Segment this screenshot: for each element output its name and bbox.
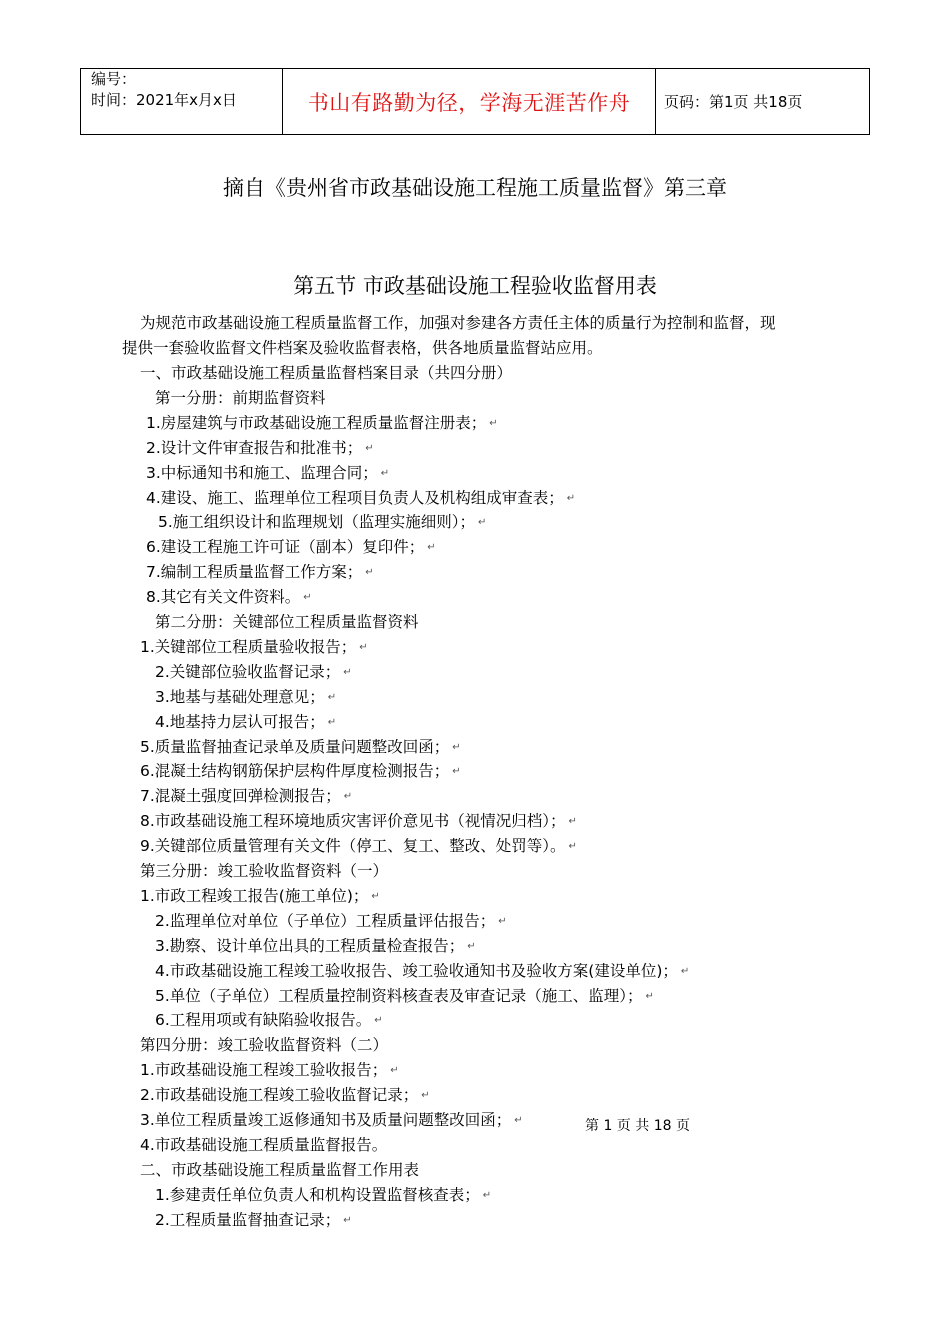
list-item	[140, 834, 577, 856]
list-item	[140, 1133, 387, 1155]
paragraph-mark-icon: ↵	[303, 592, 312, 604]
list-item	[155, 685, 336, 707]
paragraph-mark-icon: ↵	[645, 990, 654, 1002]
list-item-text: 3.中标通知书和施工、监理合同；	[146, 463, 378, 482]
list-item	[146, 486, 575, 508]
document-title: 摘自《贵州省市政基础设施工程施工质量监督》第三章	[223, 176, 727, 200]
list-item	[140, 1083, 430, 1105]
paragraph-mark-icon: ↵	[498, 915, 507, 927]
list-item	[140, 361, 512, 383]
paragraph-mark-icon: ↵	[427, 542, 436, 554]
list-item	[140, 1033, 388, 1055]
list-item-text: 9.关键部位质量管理有关文件（停工、复工、整改、处罚等）。	[140, 837, 566, 856]
list-item-text: 1.房屋建筑与市政基础设施工程质量监督注册表；	[146, 413, 487, 432]
paragraph-mark-icon: ↵	[359, 641, 368, 653]
list-item-text: 3.地基与基础处理意见；	[155, 687, 325, 706]
paragraph-mark-icon: ↵	[371, 890, 380, 902]
paragraph-mark-icon: ↵	[365, 442, 374, 454]
list-item	[155, 660, 352, 682]
list-item-text: 二、市政基础设施工程质量监督工作用表	[140, 1160, 420, 1179]
list-item	[146, 436, 374, 458]
list-item	[146, 585, 312, 607]
list-item-text: 第二分册：关键部位工程质量监督资料	[155, 613, 419, 631]
list-item-text: 4.市政基础设施工程质量监督报告。	[140, 1135, 388, 1154]
list-item	[155, 1183, 491, 1205]
intro-line-1: 为规范市政基础设施工程质量监督工作，加强对参建各方责任主体的质量行为控制和监督，现	[140, 314, 776, 332]
paragraph-mark-icon: ↵	[374, 1015, 383, 1027]
list-item-text: 7.混凝土强度回弹检测报告；	[140, 787, 341, 806]
list-item	[140, 809, 577, 831]
motto: 书山有路勤为径，学海无涯苦作舟	[283, 69, 656, 134]
list-item	[140, 759, 461, 781]
paragraph-mark-icon: ↵	[452, 741, 461, 753]
number-label: 编号：	[91, 70, 137, 88]
paragraph-mark-icon: ↵	[365, 567, 374, 579]
list-item	[146, 535, 436, 557]
list-item	[158, 510, 486, 532]
list-item-text: 2.设计文件审查报告和批准书；	[146, 438, 363, 457]
list-item	[146, 560, 374, 582]
list-item-text: 2.关键部位验收监督记录；	[155, 662, 341, 681]
paragraph-mark-icon: ↵	[566, 492, 576, 504]
list-item-text: 一、市政基础设施工程质量监督档案目录（共四分册）	[140, 364, 513, 382]
paragraph-mark-icon: ↵	[568, 816, 577, 828]
paragraph-mark-icon: ↵	[478, 517, 487, 529]
list-item	[140, 1158, 419, 1180]
section-title: 第五节 市政基础设施工程验收监督用表	[293, 274, 657, 298]
list-item-text: 4.建设、施工、监理单位工程项目负责人及机构组成审查表；	[146, 488, 564, 507]
list-item	[140, 884, 380, 906]
list-item-text: 第一分册：前期监督资料	[155, 388, 326, 407]
list-item	[155, 1208, 352, 1230]
list-item	[140, 859, 388, 881]
paragraph-mark-icon: ↵	[380, 467, 390, 479]
list-item-text: 2.工程质量监督抽查记录；	[155, 1210, 341, 1229]
time-label: 时间：2021年x月x日	[91, 91, 237, 109]
paragraph-mark-icon: ↵	[343, 791, 353, 803]
paragraph-mark-icon: ↵	[467, 940, 476, 952]
paragraph-mark-icon: ↵	[327, 691, 337, 703]
list-item-text: 第四分册：竣工验收监督资料（二）	[140, 1036, 389, 1055]
list-item-text: 2.市政基础设施工程竣工验收监督记录；	[140, 1086, 419, 1105]
list-item	[146, 411, 498, 433]
list-item-text: 4.市政基础设施工程竣工验收报告、竣工验收通知书及验收方案(建设单位)；	[155, 961, 678, 980]
paragraph-mark-icon: ↵	[514, 1115, 523, 1126]
list-item-text: 5.质量监督抽查记录单及质量问题整改回函；	[140, 737, 450, 756]
paragraph-mark-icon: ↵	[568, 841, 577, 853]
paragraph-mark-icon: ↵	[489, 417, 498, 429]
list-item-text: 3.勘察、设计单位出具的工程质量检查报告；	[155, 936, 465, 955]
list-item-text: 6.工程用项或有缺陷验收报告。	[155, 1011, 372, 1030]
list-item-text: 1.市政工程竣工报告(施工单位)；	[140, 886, 369, 905]
paragraph-mark-icon: ↵	[327, 716, 337, 728]
paragraph-mark-icon: ↵	[421, 1090, 430, 1102]
intro-line-2: 提供一套验收监督文件档案及验收监督表格，供各地质量监督站应用。	[122, 339, 603, 357]
list-item	[155, 959, 689, 981]
paragraph-mark-icon: ↵	[680, 965, 690, 977]
list-item-text: 6.混凝土结构钢筋保护层构件厚度检测报告；	[140, 762, 450, 781]
list-item-text: 第三分册：竣工验收监督资料（一）	[140, 862, 389, 880]
list-item-text: 2.监理单位对单位（子单位）工程质量评估报告；	[155, 911, 496, 930]
paragraph-mark-icon: ↵	[343, 666, 352, 678]
list-item	[155, 610, 419, 632]
list-item	[155, 909, 507, 931]
list-item	[155, 934, 476, 956]
list-item-text: 8.其它有关文件资料。	[146, 588, 301, 607]
header-box	[80, 68, 870, 135]
list-item-text: 1.关键部位工程质量验收报告；	[140, 637, 357, 656]
list-item	[155, 984, 654, 1006]
list-item-text: 3.单位工程质量竣工返修通知书及质量问题整改回函；	[140, 1111, 512, 1129]
list-item	[146, 461, 389, 483]
paragraph-mark-icon: ↵	[482, 1189, 492, 1201]
footer-page-number: 第 1 页 共 18 页	[585, 1118, 690, 1134]
list-item-text: 4.地基持力层认可报告；	[155, 712, 325, 731]
paragraph-mark-icon: ↵	[452, 766, 461, 778]
list-item	[140, 1058, 399, 1080]
paragraph-mark-icon: ↵	[343, 1214, 352, 1226]
list-item-text: 5.单位（子单位）工程质量控制资料核查表及审查记录（施工、监理）；	[155, 986, 643, 1005]
list-item-text: 1.参建责任单位负责人和机构设置监督核查表；	[155, 1185, 480, 1204]
list-item	[140, 635, 368, 657]
list-item	[155, 710, 336, 732]
list-item-text: 8.市政基础设施工程环境地质灾害评价意见书（视情况归档）；	[140, 812, 566, 831]
list-item	[140, 1108, 523, 1130]
list-item	[140, 735, 461, 757]
page-info: 页码：第1页 共18页	[664, 93, 803, 111]
list-item	[155, 386, 326, 408]
header-meta	[81, 69, 283, 134]
paragraph-mark-icon: ↵	[390, 1065, 399, 1077]
list-item-text: 6.建设工程施工许可证（副本）复印件；	[146, 538, 425, 557]
list-item	[155, 1008, 383, 1030]
list-item	[140, 784, 352, 806]
list-item-text: 1.市政基础设施工程竣工验收报告；	[140, 1061, 388, 1080]
list-item-text: 5.施工组织设计和监理规划（监理实施细则）；	[158, 513, 476, 532]
list-item-text: 7.编制工程质量监督工作方案；	[146, 563, 363, 582]
